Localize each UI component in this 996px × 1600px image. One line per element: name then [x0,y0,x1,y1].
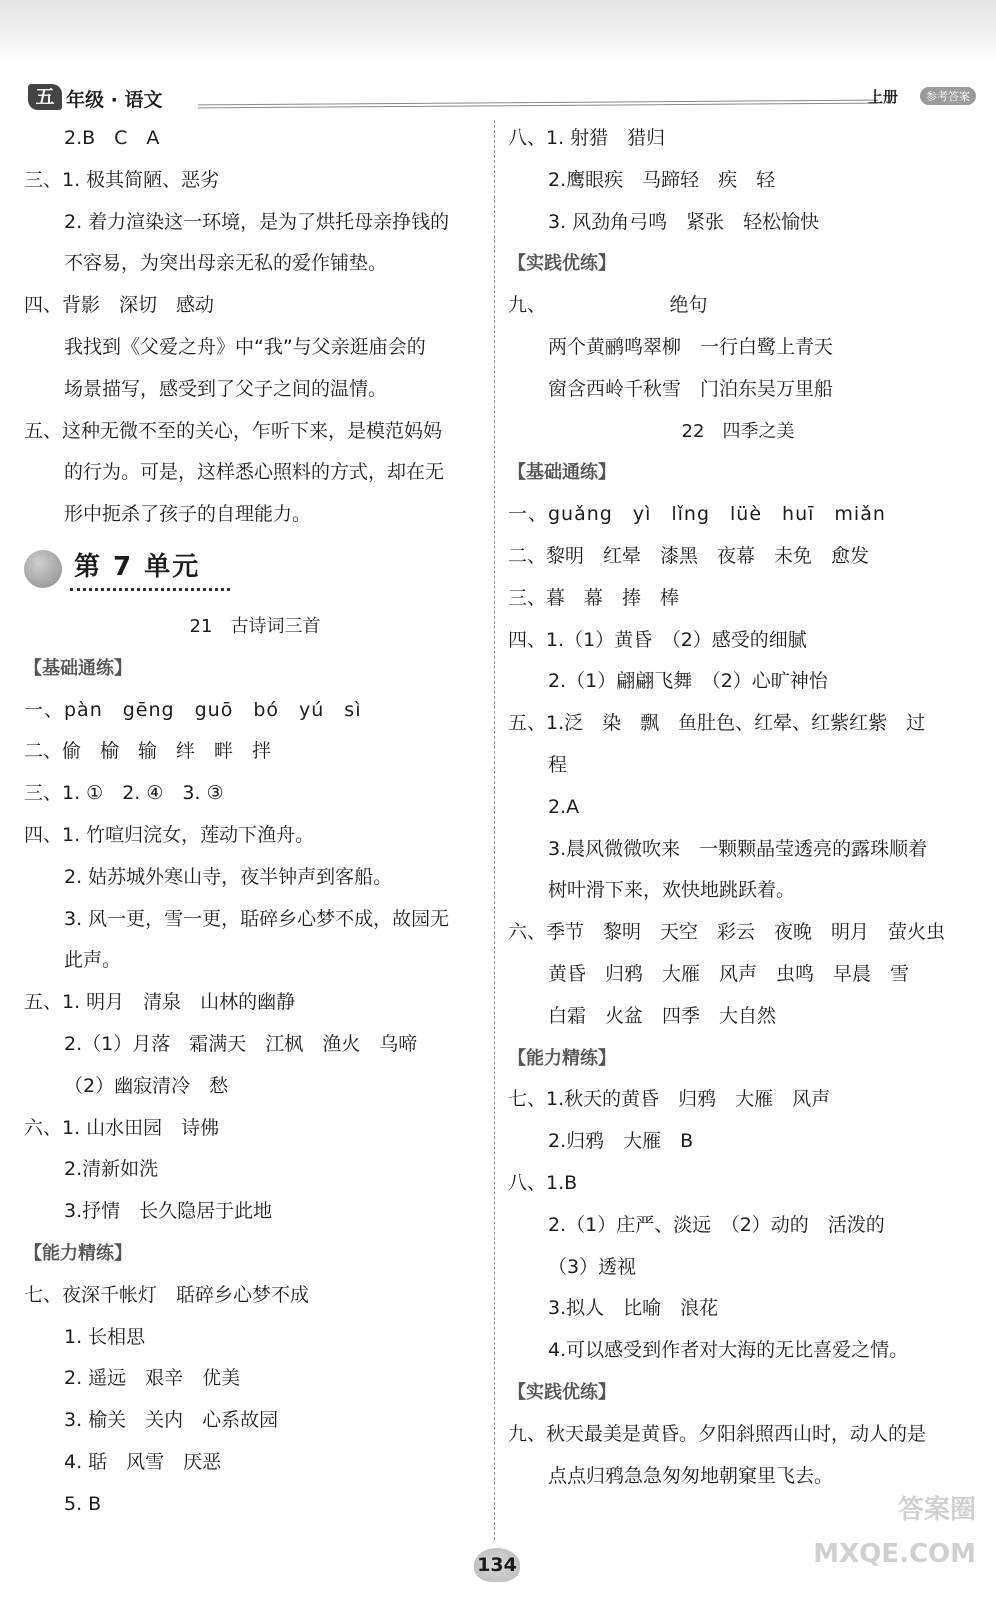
answer-line: 一、guǎng yì lǐng lüè huī miǎn [508,503,886,526]
answer-line: 3. 榆关 关内 心系故园 [64,1409,279,1432]
answer-line: 二、偷 榆 输 绊 畔 拌 [24,740,272,763]
answer-line: （2）幽寂清冷 愁 [64,1074,229,1097]
right-column [508,118,968,1497]
grade-badge: 五 [28,84,62,110]
section-tag [508,243,968,285]
volume-label: 上册 [868,88,899,106]
answer-line: 八、1.B [508,1171,578,1194]
answer-line: 不容易，为突出母亲无私的爱作铺垫。 [64,252,388,275]
answer-line: 三、1. ① 2. ④ 3. ③ [24,782,224,805]
answer-line: 2.A [548,795,580,818]
answer-line: 三、1. 极其简陋、恶劣 [24,168,220,191]
answer-line: 3.拟人 比喻 浪花 [548,1297,719,1320]
answer-line: 七、夜深千帐灯 聒碎乡心梦不成 [24,1283,310,1306]
page-number: 134 [474,1548,520,1582]
watermark: 答案圈 MXQE.COM [813,1495,976,1569]
column-divider [494,120,495,1540]
right-answers [508,118,968,1497]
answer-line: 2.清新如洗 [64,1158,159,1181]
answer-line: 2.B C A [64,127,160,149]
answer-line: 3. 风一更，雪一更，聒碎乡心梦不成，故园无 [64,907,450,930]
answer-line: 两个黄鹂鸣翠柳 一行白鹭上青天 [548,335,834,358]
unit6-answers [24,118,486,536]
answer-line: 五、1.泛 染 飘 鱼肚色、红晕、红紫红紫 过 [508,712,926,735]
section-tag-label: 【基础通练】 [24,657,132,679]
answer-line: 二、黎明 红晕 漆黑 夜幕 未免 愈发 [508,544,870,567]
answer-line: 五、这种无微不至的关心，乍听下来，是模范妈妈 [24,419,443,442]
section-tag-label: 【实践优练】 [508,1381,616,1403]
answer-line: 2.（1）翩翩飞舞 （2）心旷神怡 [548,670,828,693]
header-rule [198,100,878,109]
left-column [24,118,486,1526]
answer-line: 白霜 火盆 四季 大自然 [548,1004,777,1027]
answer-line: 5. B [64,1492,102,1515]
section-tag-label: 【基础通练】 [508,462,616,484]
answer-line: 2.（1）庄严、淡远 （2）动的 活泼的 [548,1213,885,1236]
answer-line: 窗含西岭千秋雪 门泊东吴万里船 [548,377,834,400]
answer-line: 3.抒情 长久隐居于此地 [64,1200,273,1223]
answer-line: 程 [548,753,568,776]
unit-title: 第 7 单元 [74,551,201,582]
answer-line: 2.归鸦 大雁 B [548,1130,694,1153]
answer-line: 场景描写，感受到了父子之间的温情。 [64,377,388,400]
section-tag [508,452,968,494]
section-tag-label: 【实践优练】 [508,253,616,275]
answer-line: 八、1. 射猎 猎归 [508,127,666,149]
answer-line: 4. 聒 风雪 厌恶 [64,1450,222,1473]
answer-badge: 参考答案 [920,87,976,105]
answer-line: 四、1. 竹喧归浣女，莲动下渔舟。 [24,823,315,846]
answer-line: 九、秋天最美是黄昏。夕阳斜照西山时，动人的是 [508,1422,927,1445]
top-scan-band [0,0,996,64]
answer-line: 2. 遥远 艰辛 优美 [64,1367,241,1390]
answer-line: 树叶滑下来，欢快地跳跃着。 [548,879,796,902]
section-tag [24,1233,486,1275]
unit-underline [70,588,230,591]
answer-line: 五、1. 明月 清泉 山林的幽静 [24,991,296,1014]
answer-line: （3）透视 [548,1255,637,1278]
answer-line: 我找到《父爱之舟》中“我”与父亲逛庙会的 [64,335,426,358]
answer-line: 3. 风劲角弓鸣 紧张 轻松愉快 [548,210,820,233]
lesson-title: 21 古诗词三首 [189,615,321,637]
unit-bullet-icon [24,550,62,588]
answer-line: 七、1.秋天的黄昏 归鸦 大雁 风声 [508,1088,831,1111]
answer-line: 形中扼杀了孩子的自理能力。 [64,503,312,526]
section-tag [24,648,486,690]
answer-line: 九、 绝句 [508,294,708,317]
answer-line: 此声。 [64,949,122,972]
answer-line: 三、暮 幕 捧 棒 [508,586,680,609]
answer-line: 点点归鸦急急匆匆地朝窠里飞去。 [548,1464,834,1487]
section-tag-label: 【能力精练】 [24,1242,132,1264]
answer-line: 四、1.（1）黄昏 （2）感受的细腻 [508,628,807,651]
lesson-title: 22 四季之美 [681,420,795,442]
lesson21-answers [24,648,486,1526]
answer-line: 4.可以感受到作者对大海的无比喜爱之情。 [548,1339,909,1362]
answer-line: 2. 着力渲染这一环境，是为了烘托母亲挣钱的 [64,210,450,233]
answer-line: 黄昏 归鸦 大雁 风声 虫鸣 早晨 雪 [548,962,910,985]
answer-line: 六、1. 山水田园 诗佛 [24,1116,220,1139]
page-header [28,84,978,114]
answer-line: 四、背影 深切 感动 [24,294,215,317]
unit-heading [24,540,486,598]
answer-line: 六、季节 黎明 天空 彩云 夜晚 明月 萤火虫 [508,921,946,944]
answer-line: 2.鹰眼疾 马蹄轻 疾 轻 [548,168,776,191]
header-title: 年级 · 语文 [66,89,163,111]
answer-line: 一、pàn gēng guō bó yú sì [24,698,362,721]
answer-line: 1. 长相思 [64,1325,146,1348]
answer-line: 的行为。可是，这样悉心照料的方式，却在无 [64,461,445,484]
answer-line: 2. 姑苏城外寒山寺，夜半钟声到客船。 [64,865,393,888]
section-tag [508,1038,968,1080]
section-tag-label: 【能力精练】 [508,1047,616,1069]
answer-line: 2.（1）月落 霜满天 江枫 渔火 乌啼 [64,1032,418,1055]
section-tag [508,1372,968,1414]
answer-line: 3.晨风微微吹来 一颗颗晶莹透亮的露珠顺着 [548,837,928,860]
